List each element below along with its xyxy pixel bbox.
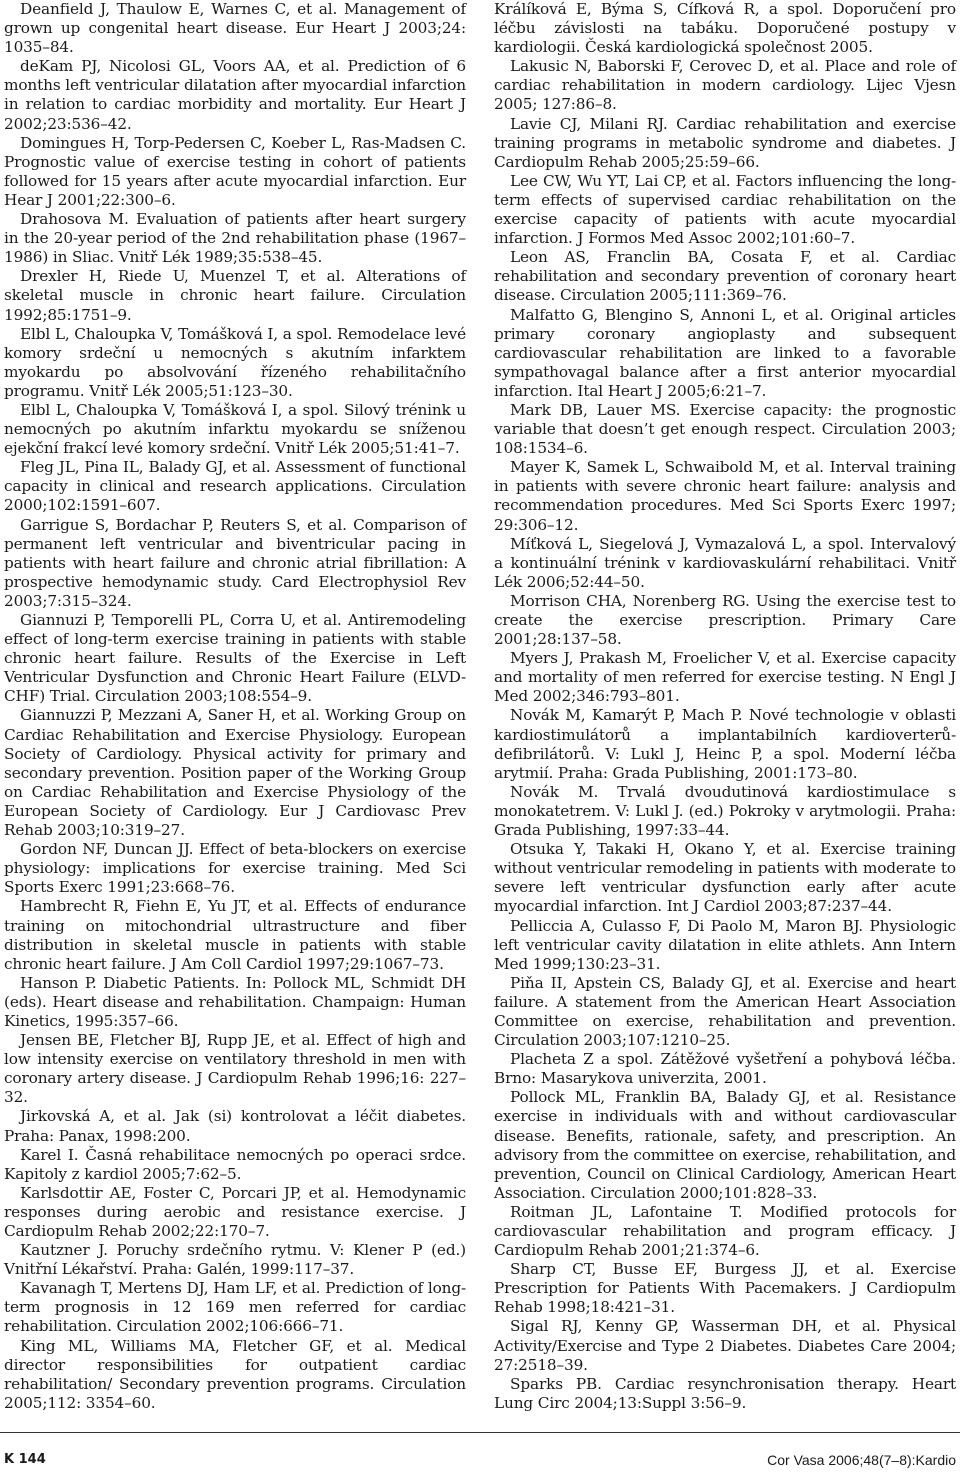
- reference-entry: Mark DB, Lauer MS. Exercise capacity: the prognostic variable that doesn’t get enough respect. Circulation 2003; 108:1534–6.: [494, 400, 956, 458]
- reference-entry: Novák M, Kamarýt P, Mach P. Nové technologie v oblasti kardiostimulátorů a implantabilních kardioverterů-defibrilátorů. V: Lukl J, Heinc P, a spol. Moderní léčba arytmií. Praha: Grada Publishing, 2001:173–80.: [494, 706, 956, 782]
- reference-entry: Kavanagh T, Mertens DJ, Ham LF, et al. Prediction of long-term prognosis in 12 169 men referred for cardiac rehabilitation. Circulation 2002;106:666–71.: [4, 1279, 466, 1336]
- reference-entry: Myers J, Prakash M, Froelicher V, et al. Exercise capacity and mortality of men referred for exercise testing. N Engl J Med 2002;346:793–801.: [494, 649, 956, 706]
- reference-entry: Domingues H, Torp-Pedersen C, Koeber L, Ras-Madsen C. Prognostic value of exercise testing in cohort of patients followed for 15 years after acute myocardial infarction. Eur Hear J 2001;22:300–6.: [4, 133, 466, 209]
- reference-entry: Lakusic N, Baborski F, Cerovec D, et al. Place and role of cardiac rehabilitation in modern cardiology. Lijec Vjesn 2005; 127:86–8.: [494, 57, 956, 114]
- reference-entry: Fleg JL, Pina IL, Balady GJ, et al. Assessment of functional capacity in clinical and research applications. Circulation 2000;102:1591–607.: [4, 458, 466, 515]
- reference-entry: Roitman JL, Lafontaine T. Modified protocols for cardiovascular rehabilitation and program efficacy. J Cardiopulm Rehab 2001;21:374–6.: [494, 1202, 956, 1260]
- reference-entry: Sparks PB. Cardiac resynchronisation therapy. Heart Lung Circ 2004;13:Suppl 3:56–9.: [494, 1374, 956, 1412]
- left-column: [4, 0, 466, 1413]
- reference-entry: Elbl L, Chaloupka V, Tomášková I, a spol. Remodelace levé komory srdeční u nemocných s akutním infarktem myokardu po absolvování řízeného rehabilitačního programu. Vnitř Lék 2005;51:123–30.: [4, 324, 466, 400]
- reference-entry: Deanfield J, Thaulow E, Warnes C, et al. Management of grown up congenital heart disease. Eur Heart J 2003;24: 1035–84.: [4, 0, 466, 57]
- reference-entry: Pelliccia A, Culasso F, Di Paolo M, Maron BJ. Physiologic left ventricular cavity dilatation in elite athlets. Ann Intern Med 1999;130:23–31.: [494, 916, 956, 973]
- reference-entry: Novák M. Trvalá dvoudutinová kardiostimulace s monokatetrem. V: Lukl J. (ed.) Pokroky v arytmologii. Praha: Grada Publishing, 1997:33–44.: [494, 782, 956, 840]
- reference-entry: Jirkovská A, et al. Jak (si) kontrolovat a léčit diabetes. Praha: Panax, 1998:200.: [4, 1107, 466, 1145]
- reference-entry: Jensen BE, Fletcher BJ, Rupp JE, et al. Effect of high and low intensity exercise on ventilatory threshold in men with coronary artery disease. J Cardiopulm Rehab 1996;16: 227–32.: [4, 1031, 466, 1107]
- reference-entry: Lee CW, Wu YT, Lai CP, et al. Factors influencing the long-term effects of supervised cardiac rehabilitation on the exercise capacity of patients with acute myocardial infarction. J Formos Med Assoc 2002;101:60–7.: [494, 171, 956, 248]
- reference-entry: Sharp CT, Busse EF, Burgess JJ, et al. Exercise Prescription for Patients With Pacemakers. J Cardiopulm Rehab 1998;18:421–31.: [494, 1260, 956, 1317]
- reference-entry: Karel I. Časná rehabilitace nemocných po operaci srdce. Kapitoly z kardiol 2005;7:62–5.: [4, 1145, 466, 1183]
- reference-entry: Otsuka Y, Takaki H, Okano Y, et al. Exercise training without ventricular remodeling in patients with moderate to severe left ventricular dysfunction early after acute myocardial infarction. Int J Cardiol 2003;87:237–44.: [494, 840, 956, 916]
- reference-entry: Gordon NF, Duncan JJ. Effect of beta-blockers on exercise physiology: implications for exercise training. Med Sci Sports Exerc 1991;23:668–76.: [4, 840, 466, 897]
- reference-entry: Míťková L, Siegelová J, Vymazalová L, a spol. Intervalový a kontinuální trénink v kardiovaskulární rehabilitaci. Vnitř Lék 2006;52:44–50.: [494, 534, 956, 591]
- page-number: K 144: [4, 1452, 46, 1467]
- reference-entry: Hanson P. Diabetic Patients. In: Pollock ML, Schmidt DH (eds). Heart disease and rehabilitation. Champaign: Human Kinetics, 1995:357–66.: [4, 973, 466, 1030]
- reference-entry: Elbl L, Chaloupka V, Tomášková I, a spol. Silový trénink u nemocných po akutním infarktu myokardu se sníženou ejekční frakcí levé komory srdeční. Vnitř Lék 2005;51:41–7.: [4, 400, 466, 458]
- reference-entry: Malfatto G, Blengino S, Annoni L, et al. Original articles primary coronary angioplasty and subsequent cardiovascular rehabilitation are linked to a favorable sympathovagal balance after a first anterior myocardial infarction. Ital Heart J 2005;6:21–7.: [494, 305, 956, 400]
- reference-entry: Mayer K, Samek L, Schwaibold M, et al. Interval training in patients with severe chronic heart failure: analysis and recommendation procedures. Med Sci Sports Exerc 1997; 29:306–12.: [494, 458, 956, 534]
- reference-entry: Piňa II, Apstein CS, Balady GJ, et al. Exercise and heart failure. A statement from the American Heart Association Committee on exercise, rehabilitation and prevention. Circulation 2003;107:1210–25.: [494, 973, 956, 1050]
- reference-entry-continued: Králíková E, Býma S, Cífková R, a spol. Doporučení pro léčbu závislosti na tabáku. Doporučené postupy v kardiologii. Česká kardiologická společnost 2005.: [494, 0, 956, 57]
- references-columns: [4, 0, 956, 1413]
- reference-entry: Lavie CJ, Milani RJ. Cardiac rehabilitation and exercise training programs in metabolic syndrome and diabetes. J Cardiopulm Rehab 2005;25:59–66.: [494, 114, 956, 171]
- reference-entry: Karlsdottir AE, Foster C, Porcari JP, et al. Hemodynamic responses during aerobic and resistance exercise. J Cardiopulm Rehab 2002;22:170–7.: [4, 1183, 466, 1240]
- reference-entry: Garrigue S, Bordachar P, Reuters S, et al. Comparison of permanent left ventricular and biventricular pacing in patients with heart failure and chronic atrial fibrillation: A prospective hemodynamic study. Card Electrophysiol Rev 2003;7:315–324.: [4, 515, 466, 610]
- reference-entry: Pollock ML, Franklin BA, Balady GJ, et al. Resistance exercise in individuals with and without cardiovascular disease. Benefits, rationale, safety, and prescription. An advisory from the committee on exercise, rehabilitation, and prevention, Council on Clinical Cardiology, American Heart Association. Circulation 2000;101:828–33.: [494, 1088, 956, 1202]
- right-column: [494, 0, 956, 1413]
- reference-entry: Drexler H, Riede U, Muenzel T, et al. Alterations of skeletal muscle in chronic heart failure. Circulation 1992;85:1751–9.: [4, 267, 466, 324]
- reference-entry: Hambrecht R, Fiehn E, Yu JT, et al. Effects of endurance training on mitochondrial ultrastructure and fiber distribution in skeletal muscle in patients with stable chronic heart failure. J Am Coll Cardiol 1997;29:1067–73.: [4, 897, 466, 973]
- reference-entry: deKam PJ, Nicolosi GL, Voors AA, et al. Prediction of 6 months left ventricular dilatation after myocardial infarction in relation to cardiac morbidity and mortality. Eur Heart J 2002;23:536–42.: [4, 57, 466, 133]
- journal-citation: Cor Vasa 2006;48(7–8):Kardio: [767, 1452, 956, 1468]
- reference-entry: Giannuzi P, Temporelli PL, Corra U, et al. Antiremodeling effect of long-term exercise training in patients with stable chronic heart failure. Results of the Exercise in Left Ventricular Dysfunction and Chronic Heart Failure (ELVD-CHF) Trial. Circulation 2003;108:554–9.: [4, 611, 466, 706]
- reference-entry: Morrison CHA, Norenberg RG. Using the exercise test to create the exercise prescription. Primary Care 2001;28:137–58.: [494, 591, 956, 649]
- reference-entry: King ML, Williams MA, Fletcher GF, et al. Medical director responsibilities for outpatient cardiac rehabilitation/ Secondary prevention programs. Circulation 2005;112: 3354–60.: [4, 1336, 466, 1412]
- reference-entry: Drahosova M. Evaluation of patients after heart surgery in the 20-year period of the 2nd rehabilitation phase (1967–1986) in Sliac. Vnitř Lék 1989;35:538–45.: [4, 210, 466, 267]
- footer-rule: [0, 1432, 960, 1433]
- reference-entry: Sigal RJ, Kenny GP, Wasserman DH, et al. Physical Activity/Exercise and Type 2 Diabetes. Diabetes Care 2004; 27:2518–39.: [494, 1317, 956, 1374]
- reference-entry: Placheta Z a spol. Zátěžové vyšetření a pohybová léčba. Brno: Masarykova univerzita, 2001.: [494, 1050, 956, 1088]
- reference-entry: Leon AS, Franclin BA, Cosata F, et al. Cardiac rehabilitation and secondary prevention of coronary heart disease. Circulation 2005;111:369–76.: [494, 248, 956, 305]
- reference-entry: Giannuzzi P, Mezzani A, Saner H, et al. Working Group on Cardiac Rehabilitation and Exercise Physiology. European Society of Cardiology. Physical activity for primary and secondary prevention. Position paper of the Working Group on Cardiac Rehabilitation and Exercise Physiology of the European Society of Cardiology. Eur J Cardiovasc Prev Rehab 2003;10:319–27.: [4, 706, 466, 840]
- reference-entry: Kautzner J. Poruchy srdečního rytmu. V: Klener P (ed.) Vnitřní Lékařství. Praha: Galén, 1999:117–37.: [4, 1241, 466, 1279]
